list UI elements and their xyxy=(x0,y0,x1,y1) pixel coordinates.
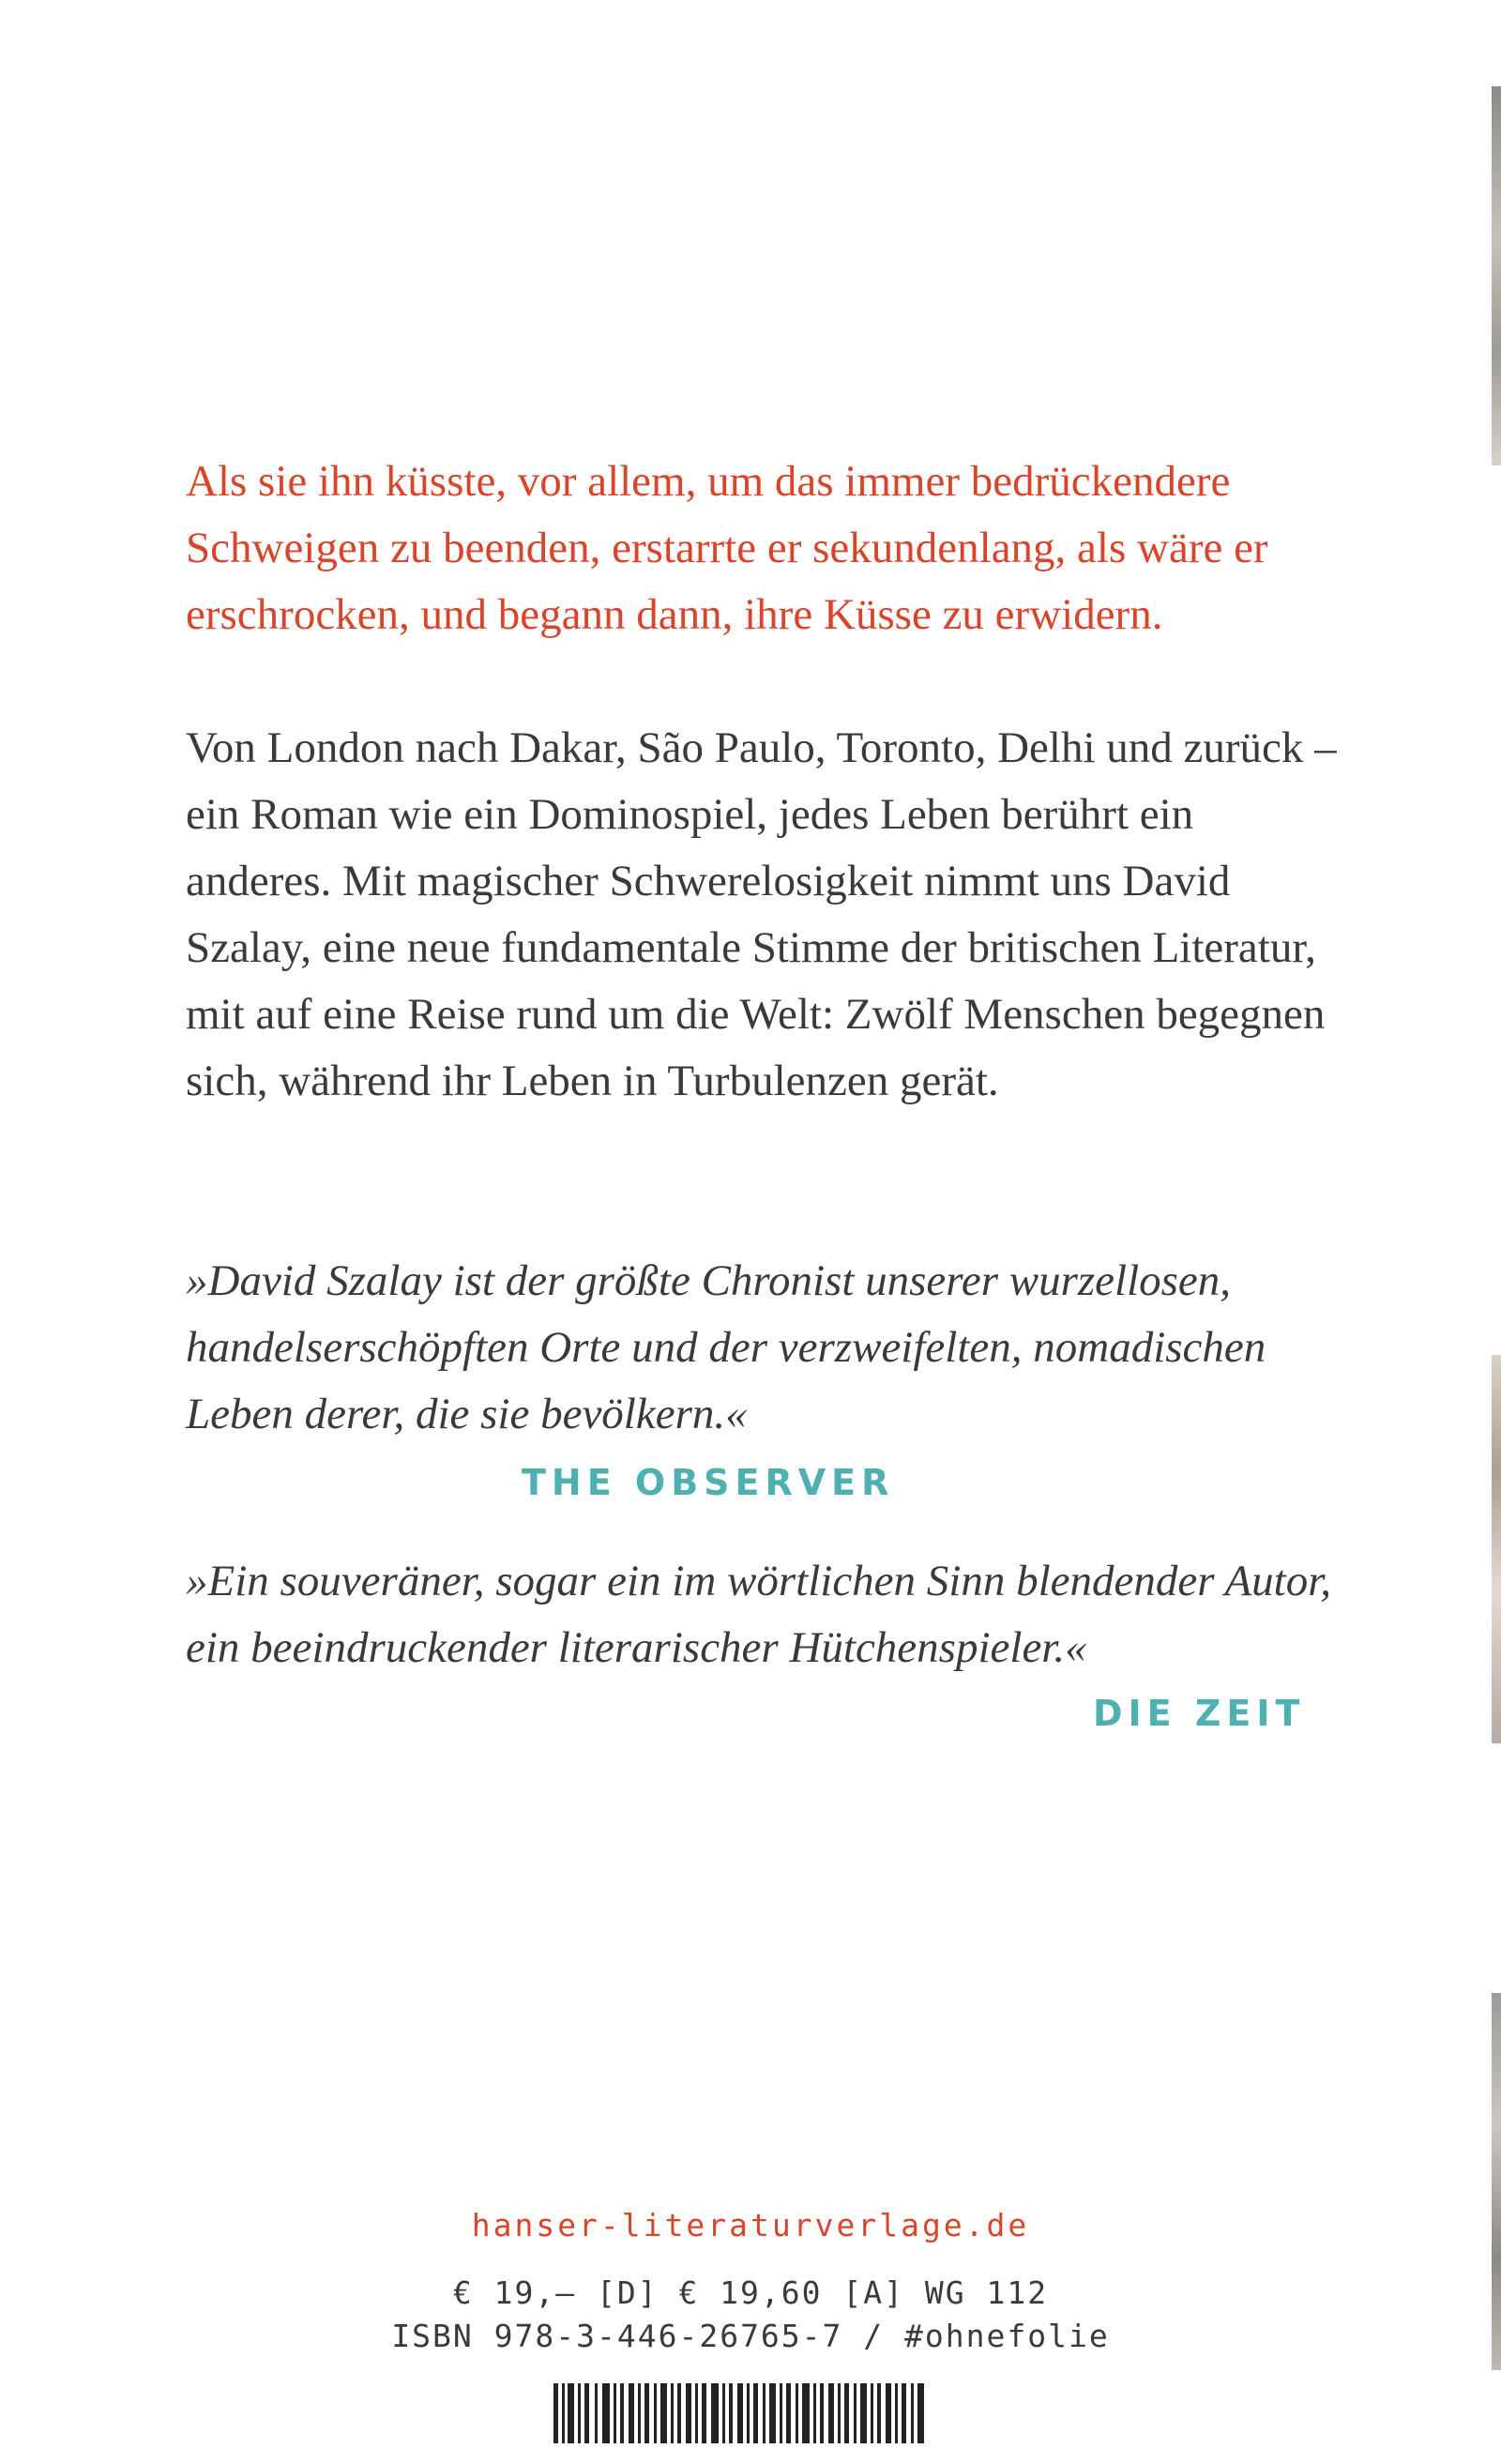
review-quote-observer: »David Szalay ist der größte Chronist unserer wurzellosen, handelserschöpften Orte und der verzweifelten, nomadischen Leben derer, die sie bevölkern.« xyxy=(186,1256,1266,1438)
cover-edge-strip xyxy=(1492,86,1501,465)
book-blurb: Von London nach Dakar, São Paulo, Toronto, Delhi und zurück – ein Roman wie ein Dominospiel, jedes Leben berührt ein anderes. Mit magischer Schwerelosigkeit nimmt uns David Szalay, eine neue fundamentale Stimme der britischen Literatur, mit auf eine Reise rund um die Welt: Zwölf Menschen begegnen sich, während ihr Leben in Turbulenzen gerät. xyxy=(186,723,1337,1105)
isbn-line: ISBN 978-3-446-26765-7 / #ohnefolie xyxy=(391,2318,1110,2354)
barcode-icon xyxy=(553,2383,929,2443)
review-quote-zeit: »Ein souveräner, sogar ein im wörtlichen Sinn blendender Autor, ein beeindruckender literarischer Hütchenspieler.« xyxy=(186,1557,1332,1672)
teaser-excerpt: Als sie ihn küsste, vor allem, um das immer bedrückendere Schweigen zu beenden, erstarrte er sekundenlang, als wäre er erschrocken, und begann dann, ihre Küsse zu erwidern. xyxy=(186,457,1268,639)
review-source-zeit: DIE ZEIT xyxy=(1093,1693,1306,1734)
cover-edge-strip xyxy=(1492,1355,1501,1743)
cover-edge-strip xyxy=(1492,1993,1501,2370)
price-line: € 19,– [D] € 19,60 [A] WG 112 xyxy=(452,2274,1049,2311)
publisher-website: hanser-literaturverlage.de xyxy=(471,2207,1030,2243)
review-source-observer: THE OBSERVER xyxy=(522,1462,895,1503)
